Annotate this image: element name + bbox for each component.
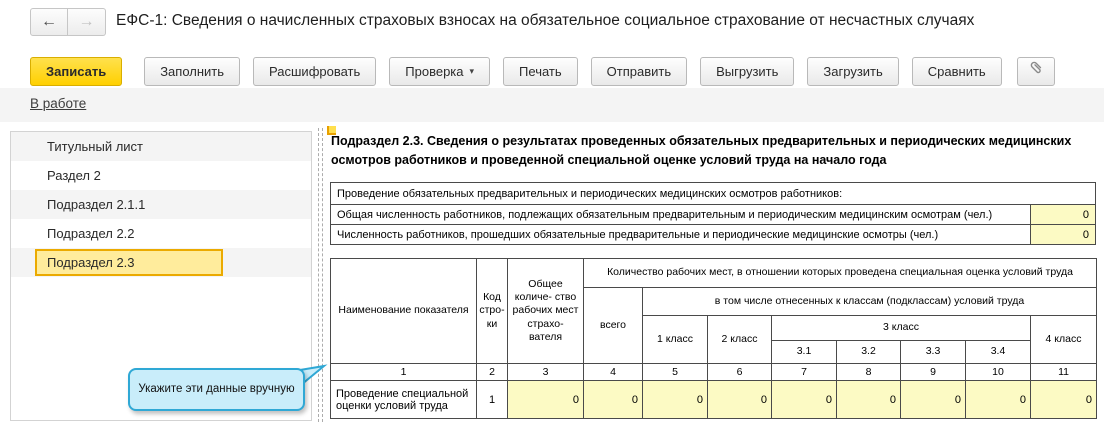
col-number: 8 [837,364,901,381]
sidebar-item-label: Титульный лист [47,139,144,154]
table-row [331,225,1096,245]
sidebar-item-subsection-2-1-1[interactable] [11,190,311,219]
title-bar [0,0,1104,50]
table-row [331,381,1097,419]
col-number: 10 [966,364,1031,381]
content-area [0,122,1104,422]
col-header-subclass: 3.4 [966,341,1031,364]
sidebar-item-title-sheet[interactable] [11,132,311,161]
check-menu-button[interactable] [389,57,490,86]
chevron-down-icon: ▾ [469,65,475,76]
med-row-value-input[interactable]: 0 [1031,225,1096,245]
print-button[interactable]: Печать [503,57,578,86]
table-row [331,205,1096,225]
col-header-subclass: 3.2 [837,341,901,364]
col-number: 3 [508,364,584,381]
value-input[interactable]: 0 [508,381,584,419]
sidebar-item-label: Подраздел 2.3 [47,255,135,270]
sidebar-item-section2[interactable] [11,161,311,190]
toolbar [30,56,1068,86]
value-input[interactable]: 0 [643,381,708,419]
col-header-subclass: 3.1 [772,341,837,364]
decipher-button[interactable]: Расшифровать [253,57,376,86]
manual-entry-callout: Укажите эти данные вручную [128,368,305,411]
col-number: 1 [331,364,477,381]
subsection-2-3-form [330,122,1096,422]
sidebar-item-label: Подраздел 2.2 [47,226,135,241]
attachments-button[interactable] [1017,57,1055,86]
value-input[interactable]: 0 [708,381,772,419]
load-button[interactable]: Загрузить [807,57,898,86]
paperclip-icon [1027,61,1044,81]
col-header-code: Код стро- ки [477,259,508,364]
forward-arrow-icon: → [78,13,95,30]
med-row-label: Численность работников, прошедших обязательные предварительные и периодические медицинские осмотры (чел.) [331,225,1031,245]
value-input[interactable]: 0 [966,381,1031,419]
med-row-value-input[interactable]: 0 [1031,205,1096,225]
col-number: 2 [477,364,508,381]
col-header-name: Наименование показателя [331,259,477,364]
history-nav [30,8,106,36]
col-number: 11 [1031,364,1097,381]
line-code: 1 [477,381,508,419]
sidebar-item-subsection-2-3-selected[interactable] [11,248,311,277]
col-header-class4: 4 класс [1031,316,1097,364]
column-numbers-row [331,364,1097,381]
work-conditions-table [330,258,1097,419]
indicator-label: Проведение специальной оценки условий труда [331,381,477,419]
subsection-heading: Подраздел 2.3. Сведения о результатах проведенных обязательных предварительных и периодических медицинских осмотров работников и проведенной специальной оценке условий труда на начало года [331,134,1072,167]
col-header-class1: 1 класс [643,316,708,364]
col-number: 4 [584,364,643,381]
sidebar-item-label: Раздел 2 [47,168,101,183]
forward-button[interactable] [68,8,106,36]
status-link[interactable]: В работе [30,96,87,111]
medical-exams-table [330,182,1096,245]
group-header-classes: в том числе отнесенных к классам (подклассам) условий труда [643,288,1097,316]
col-header-total: всего [584,288,643,364]
value-input[interactable]: 0 [772,381,837,419]
group-header-class3: 3 класс [772,316,1031,341]
back-arrow-icon: ← [41,13,57,30]
send-button[interactable]: Отправить [591,57,687,86]
status-band [0,88,1104,122]
save-button[interactable]: Записать [30,57,122,86]
col-number: 7 [772,364,837,381]
col-number: 5 [643,364,708,381]
col-header-total-places: Общее количе- ство рабочих мест страхо- вателя [508,259,584,364]
value-input[interactable]: 0 [1031,381,1097,419]
group-header-sout: Количество рабочих мест, в отношении которых проведена специальная оценка условий труда [584,259,1097,288]
page-title: ЕФС-1: Сведения о начисленных страховых взносах на обязательное социальное страхование от несчастных случаях [116,12,975,29]
compare-button[interactable]: Сравнить [912,57,1002,86]
col-number: 9 [901,364,966,381]
value-input[interactable]: 0 [837,381,901,419]
fill-button[interactable]: Заполнить [144,57,240,86]
col-header-subclass: 3.3 [901,341,966,364]
col-header-class2: 2 класс [708,316,772,364]
value-input[interactable]: 0 [901,381,966,419]
med-table-title: Проведение обязательных предварительных и периодических медицинских осмотров работников: [331,183,1096,205]
sidebar-item-subsection-2-2[interactable] [11,219,311,248]
check-label: Проверка [405,63,464,79]
value-input[interactable]: 0 [584,381,643,419]
col-number: 6 [708,364,772,381]
med-row-label: Общая численность работников, подлежащих обязательным предварительным и периодическим медицинским осмотрам (чел.) [331,205,1031,225]
unload-button[interactable]: Выгрузить [700,57,794,86]
sidebar-item-label: Подраздел 2.1.1 [47,197,146,212]
back-button[interactable] [30,8,68,36]
